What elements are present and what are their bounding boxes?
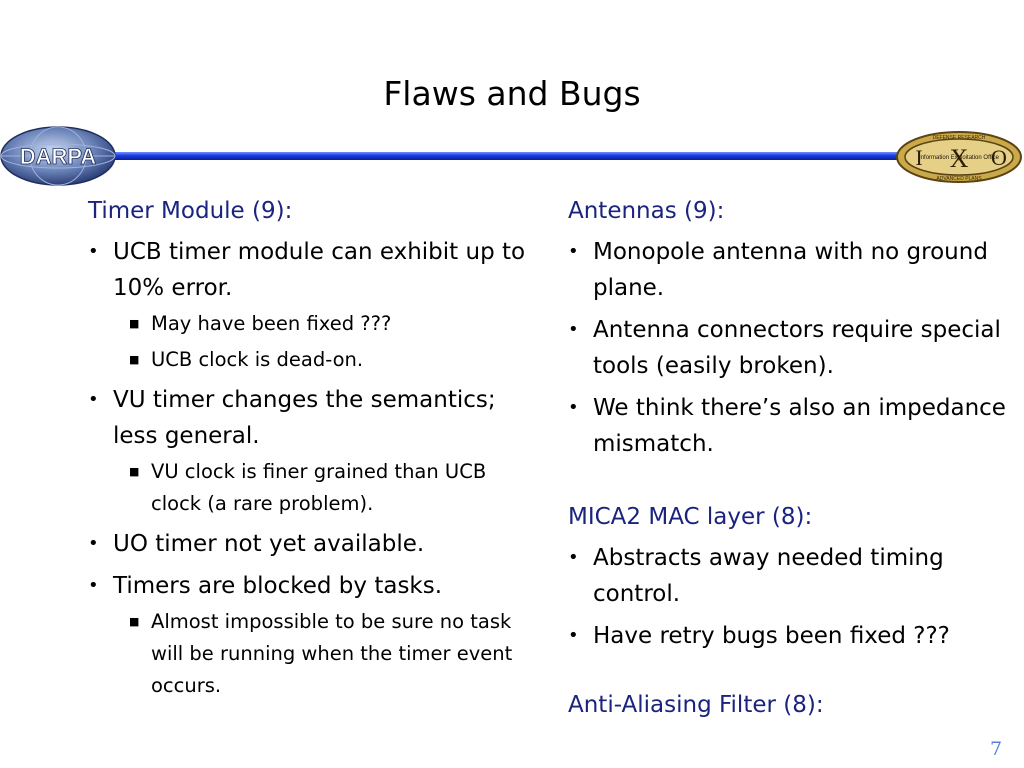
sub-list-item — [113, 456, 528, 520]
sub-list-item-text: Almost impossible to be sure no task will be running when the timer event occurs. — [151, 610, 513, 697]
sub-list-item — [113, 344, 528, 376]
bullet-square-icon: ■ — [129, 317, 140, 330]
list-item — [88, 382, 528, 520]
ixo-letter-x: X — [949, 144, 969, 173]
mica2-mac-list — [568, 540, 1008, 654]
list-item-text: Timers are blocked by tasks. — [113, 573, 443, 599]
list-item — [88, 526, 528, 562]
section-spacer — [568, 660, 1008, 688]
list-item — [568, 312, 1008, 384]
ixo-letter-i: I — [915, 145, 923, 170]
bullet-dot-icon: • — [568, 625, 579, 646]
sub-list-item-text: VU clock is finer grained than UCB clock (a rare problem). — [151, 460, 487, 515]
bullet-square-icon: ■ — [129, 465, 140, 478]
bullet-dot-icon: • — [88, 533, 99, 554]
bullet-square-icon: ■ — [129, 615, 140, 628]
ixo-logo — [895, 130, 1023, 184]
list-item-text: UO timer not yet available. — [113, 531, 425, 557]
list-item-text: Monopole antenna with no ground plane. — [593, 239, 988, 301]
list-item — [568, 540, 1008, 612]
ixo-ring-top: DEFENSE RESEARCH — [932, 135, 986, 141]
antennas-heading: Antennas (9): — [568, 198, 725, 224]
sub-list — [113, 606, 528, 702]
darpa-logo-text: DARPA — [19, 144, 97, 169]
sub-list-item — [113, 308, 528, 340]
list-item-text: We think there’s also an impedance mismatch. — [593, 395, 1006, 457]
timer-module-list — [88, 234, 528, 702]
bullet-dot-icon: • — [88, 575, 99, 596]
list-item-text: Antenna connectors require special tools (easily broken). — [593, 317, 1001, 379]
timer-module-heading: Timer Module (9): — [88, 198, 293, 224]
bullet-dot-icon: • — [88, 241, 99, 262]
list-item — [568, 390, 1008, 462]
ixo-logo-icon — [895, 130, 1023, 184]
list-item-text: VU timer changes the semantics; less general. — [113, 387, 496, 449]
list-item-text: UCB timer module can exhibit up to 10% error. — [113, 239, 526, 301]
bullet-dot-icon: • — [568, 547, 579, 568]
darpa-logo — [0, 126, 118, 186]
list-item — [88, 234, 528, 376]
sub-list — [113, 308, 528, 376]
list-item-text: Abstracts away needed timing control. — [593, 545, 944, 607]
sub-list-item — [113, 606, 528, 702]
right-column — [568, 194, 1008, 722]
bullet-dot-icon: • — [568, 319, 579, 340]
list-item — [568, 618, 1008, 654]
ixo-ring-bottom: ADVANCED PLANS — [936, 176, 982, 182]
anti-aliasing-heading: Anti-Aliasing Filter (8): — [568, 692, 824, 718]
sub-list-item-text: UCB clock is dead-on. — [151, 348, 364, 371]
title-divider — [100, 152, 915, 160]
ixo-letter-o: O — [991, 145, 1007, 170]
mica2-mac-heading: MICA2 MAC layer (8): — [568, 504, 813, 530]
slide-title: Flaws and Bugs — [383, 74, 641, 113]
antennas-list — [568, 234, 1008, 462]
bullet-dot-icon: • — [568, 397, 579, 418]
bullet-dot-icon: • — [568, 241, 579, 262]
left-column — [88, 194, 528, 708]
darpa-logo-icon — [0, 126, 118, 186]
ixo-office-name: Information Exploitation Office — [919, 155, 999, 161]
section-spacer — [568, 468, 1008, 500]
list-item-text: Have retry bugs been fixed ??? — [593, 623, 950, 649]
page-number: 7 — [990, 738, 1003, 760]
sub-list — [113, 456, 528, 520]
bullet-square-icon: ■ — [129, 353, 140, 366]
sub-list-item-text: May have been fixed ??? — [151, 312, 392, 335]
bullet-dot-icon: • — [88, 389, 99, 410]
list-item — [568, 234, 1008, 306]
list-item — [88, 568, 528, 702]
